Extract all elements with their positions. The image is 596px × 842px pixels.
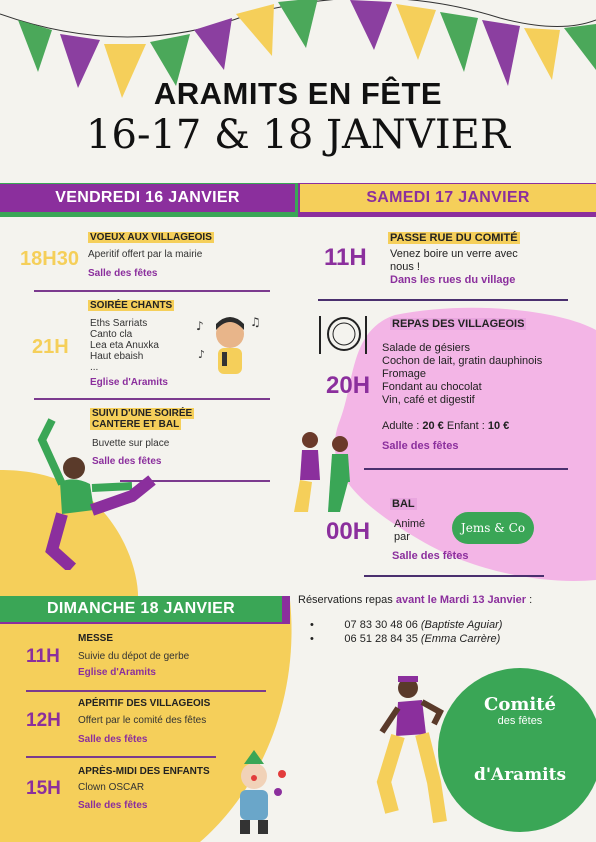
reservations-text: Réservations repas avant le Mardi 13 Janvier : <box>298 594 533 606</box>
sunday-event-2-time: 12H <box>26 710 61 731</box>
saturday-event-2-title: REPAS DES VILLAGEOIS <box>392 318 525 330</box>
divider <box>364 468 568 470</box>
friday-event-1-title: VOEUX AUX VILLAGEOIS <box>90 232 212 243</box>
svg-text:♪: ♪ <box>196 319 204 333</box>
svg-text:♫: ♫ <box>250 315 261 329</box>
clown-illustration <box>218 748 288 838</box>
saturday-event-3-location: Salle des fêtes <box>392 550 469 562</box>
friday-event-1-time: 18H30 <box>20 248 79 270</box>
friday-event-3-desc: Buvette sur place <box>92 438 170 449</box>
band-logo: Jems & Co <box>452 512 534 544</box>
sunday-event-2-location: Salle des fêtes <box>78 734 148 745</box>
sunday-event-1-time: 11H <box>26 646 60 667</box>
sunday-event-3-location: Salle des fêtes <box>78 800 148 811</box>
sunday-event-1-title: MESSE <box>78 633 114 644</box>
friday-header <box>0 184 295 212</box>
dancer-illustration <box>12 410 162 570</box>
saturday-event-1-time: 11H <box>324 244 367 271</box>
event-dates: 16-17 & 18 JANVIER <box>86 112 510 158</box>
singer-illustration <box>192 312 264 382</box>
divider <box>26 756 216 758</box>
svg-text:♪: ♪ <box>198 348 206 361</box>
plate-cutlery-icon <box>314 310 372 358</box>
saturday-event-3-time: 00H <box>326 518 371 545</box>
reservations-contacts <box>310 618 502 646</box>
friday-event-2-time: 21H <box>32 336 69 358</box>
divider <box>364 575 544 577</box>
saturday-event-2-prices: Adulte : 20 € Enfant : 10 € <box>382 420 510 432</box>
page-title: ARAMITS EN FÊTE <box>153 76 443 111</box>
contact-2: • 06 51 28 84 35 (Emma Carrère) <box>310 633 501 645</box>
sunday-event-3-desc: Clown OSCAR <box>78 782 145 793</box>
divider <box>318 299 568 301</box>
saturday-header <box>300 184 596 212</box>
sunday-event-2-title: APÉRITIF DES VILLAGEOIS <box>78 698 211 709</box>
friday-label: VENDREDI 16 JANVIER <box>55 189 240 206</box>
saturday-event-2-location: Salle des fêtes <box>382 440 459 452</box>
friday-event-2-title: SOIRÉE CHANTS <box>90 300 173 311</box>
saturday-event-1-desc: Venez boire un verre avec nous ! <box>390 248 518 273</box>
sunday-event-3-title: APRÈS-MIDI DES ENFANTS <box>78 766 210 777</box>
saturday-event-3-desc: Animé par <box>394 518 426 543</box>
friday-event-2-location: Eglise d'Aramits <box>90 377 168 388</box>
sunday-event-1-location: Eglise d'Aramits <box>78 667 156 678</box>
friday-event-2-desc: Eths Sarriats Canto cla Lea eta Anuxka Haut ebaish ... <box>90 318 159 373</box>
friday-event-3-title: SUIVI D'UNE SOIRÉE CANTERE ET BAL <box>92 408 193 430</box>
committee-logo: Comité des fêtes d'Aramits <box>473 694 567 785</box>
saturday-event-1-title: PASSE RUE DU COMITÉ <box>390 232 518 244</box>
friday-event-1-desc: Aperitif offert par la mairie <box>88 249 203 260</box>
friday-event-3-location: Salle des fêtes <box>92 456 162 467</box>
saturday-event-1-location: Dans les rues du village <box>390 274 516 286</box>
contact-1: • 07 83 30 48 06 (Baptiste Aguiar) <box>310 619 503 631</box>
friday-event-1-location: Salle des fêtes <box>88 268 158 279</box>
sunday-label: DIMANCHE 18 JANVIER <box>47 600 235 617</box>
dancing-couple-illustration <box>288 420 364 515</box>
sunday-header <box>0 596 282 622</box>
divider <box>34 398 270 400</box>
divider <box>26 690 266 692</box>
sunday-event-3-time: 15H <box>26 778 61 799</box>
sunday-event-2-desc: Offert par le comité des fêtes <box>78 715 207 726</box>
saturday-event-3-title: BAL <box>392 498 415 510</box>
saturday-label: SAMEDI 17 JANVIER <box>366 189 530 206</box>
divider <box>34 290 270 292</box>
saturday-event-2-time: 20H <box>326 372 371 399</box>
runner-illustration <box>374 672 454 832</box>
saturday-event-2-desc: Salade de gésiers Cochon de lait, gratin dauphinois Fromage Fondant au chocolat Vin, café et digestif <box>382 342 543 406</box>
sunday-event-1-desc: Suivie du dépot de gerbe <box>78 651 190 662</box>
